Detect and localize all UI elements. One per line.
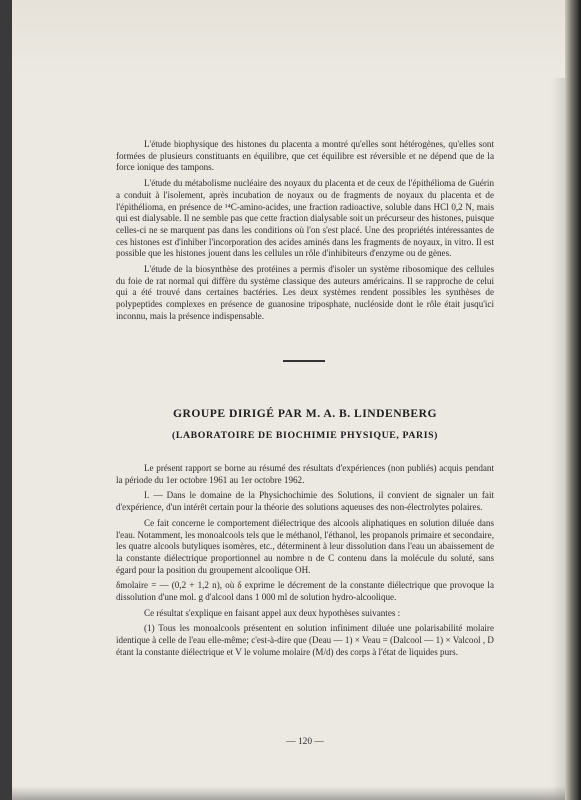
page-top-margin [12, 0, 565, 78]
paragraph-formula-delta: δmolaire = — (0,2 + 1,2 n), où δ exprime le décrement de la constante diélectrique que provoque la dissolution d'une mol. g d'alcool dans 1 000 ml de solution hydro-alcoolique. [116, 580, 494, 603]
paragraph-report-intro: Le présent rapport se borne au résumé des résultats d'expériences (non publiés) acquis pendant la période du 1er octobre 1961 au 1er octobre 1962. [116, 463, 494, 485]
section-divider [283, 360, 325, 362]
section-lindenberg-report [116, 463, 494, 663]
page-number: — 120 — [286, 737, 324, 747]
paragraph-hypothese-1: (1) Tous les monoalcools présentent en solution infiniment diluée une polarisabilité molaire identique à celle de l'eau elle-même; c'est-à-dire que (Deau — 1) × Veau = (Dalcool — 1) × Valcool , D étant la constante diélectrique et V le volume molaire (M/d) des corps à l'état de liquides purs. [116, 623, 494, 657]
paragraph-physicochimie: I. — Dans le domaine de la Physichochimie des Solutions, il convient de signaler un fait d'expérience, d'un intérêt certain pour la théorie des solutions aqueuses des non-électrolytes polaires. [116, 490, 494, 513]
scan-left-edge [0, 0, 12, 800]
paragraph-metabolisme-nucleaire: L'étude du métabolisme nucléaire des noyaux du placenta et de ceux de l'épithélioma de Guérin a conduit à l'isolement, après incubation de noyaux ou de fragments de noyaux du placenta et de l'épithélioma, en présence de ¹⁴C-amino-acides, une fraction radioactive, soluble dans HCl 0,2 N, mais qui est dialysable. Il ne semble pas que cette fraction dialysable soit un précurseur des histones, puisque celles-ci ne se marquent pas dans les conditions où l'on s'est placé. Une des propriétés intéressantes de ces histones est d'inhiber l'incorporation des acides aminés dans les fragments de noyaux, in vitro. Il est possible que les histones jouent dans les cellules un rôle d'inhibiteurs d'enzyme ou de gènes. [116, 178, 494, 259]
paragraph-comportement-dielectrique: Ce fait concerne le comportement diélectrique des alcools aliphatiques en solution diluée dans l'eau. Notamment, les monoalcools tels que le méthanol, l'éthanol, les propanols primaire et secondaire, les quatre alcools butyliques isomères, etc., déterminent à leur dissolution dans l'eau un abaissement de la constante diélectrique proportionnel au nombre n de C contenu dans la molécule du soluté, sans égard pour la position du groupement alcoolique OH. [116, 517, 494, 575]
laboratory-subtitle: (LABORATOIRE DE BIOCHIMIE PHYSIQUE, PARIS) [171, 430, 439, 441]
paragraph-histones-biophysique: L'étude biophysique des histones du placenta a montré qu'elles sont hétérogènes, qu'elles sont formées de plusieurs constituants en équilibre, que cet équilibre est réversible et ne dépend que de la force ionique des tampons. [116, 139, 494, 173]
paper-sheet [12, 0, 565, 800]
section-histones [116, 139, 494, 327]
page-bottom-shadow [12, 786, 565, 800]
scan-right-edge [565, 0, 581, 800]
paragraph-biosynthese-proteines: L'étude de la biosynthèse des protéines a permis d'isoler un système ribosomique des cellules du foie de rat normal qui diffère du système classique des auteurs américains. Il se rapproche de celui qui a été trouvé dans certaines bactéries. Les deux systèmes rendent possibles les synthèses de polypeptides complexes en présence de guanosine triposphate, nucléoside dont le rôle était jusqu'ici inconnu, mais la présence indispensable. [116, 264, 494, 321]
group-title: GROUPE DIRIGÉ PAR M. A. B. LINDENBERG [172, 407, 438, 420]
paragraph-hypotheses-intro: Ce résultat s'explique en faisant appel aux deux hypothèses suivantes : [144, 607, 401, 618]
